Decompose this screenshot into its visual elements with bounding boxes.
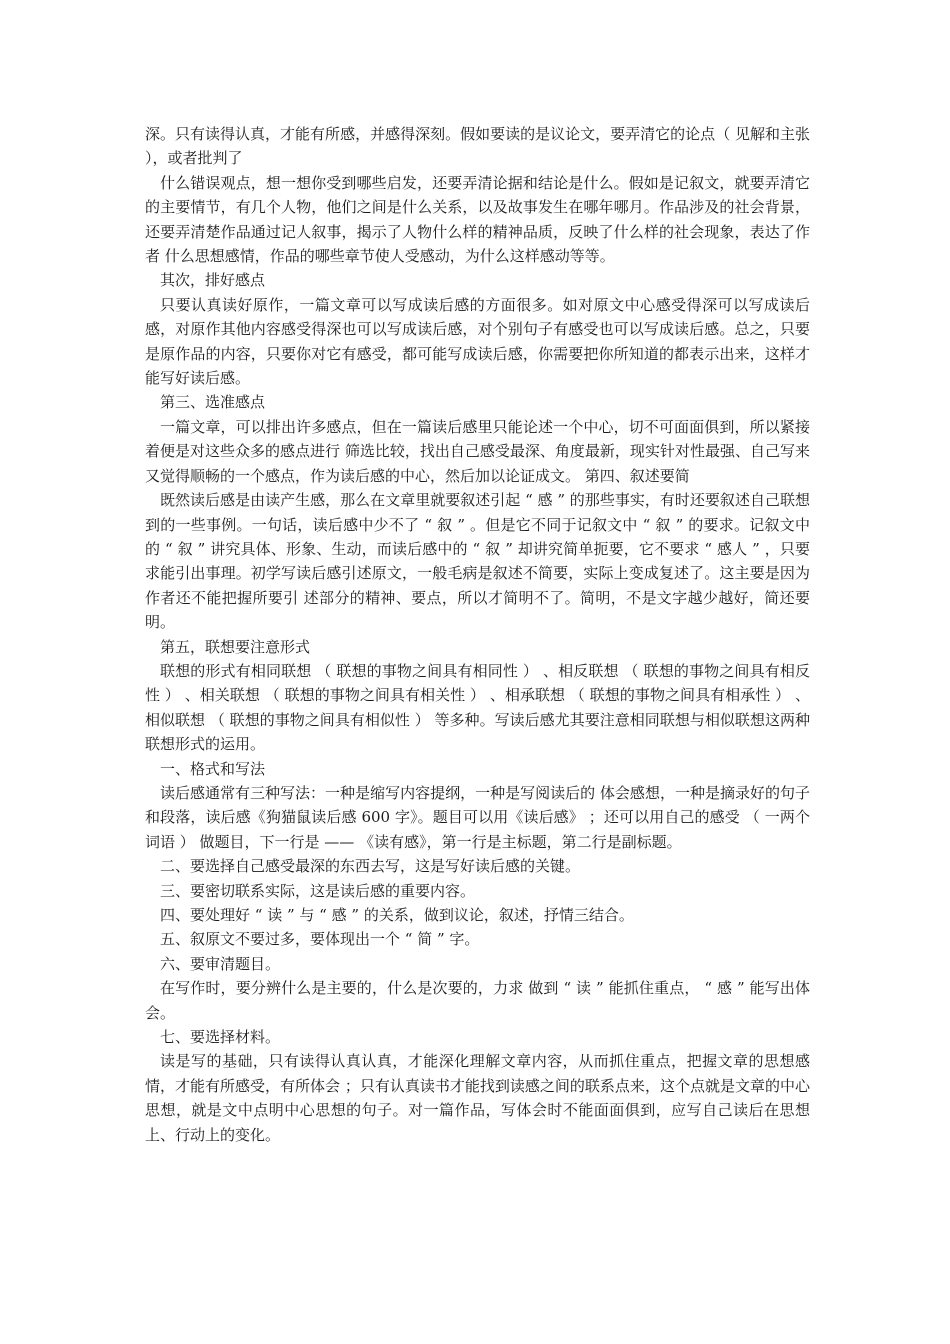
paragraph: 联想的形式有相同联想 （ 联想的事物之间具有相同性 ） 、相反联想 （ 联想的事物之间具有相反性 ） 、相关联想 （ 联想的事物之间具有相关性 ） 、相承联想 （ 联想的事物之间具有相承性 ） 、相似联想 （ 联想的事物之间具有相似性 ） 等多种。写读后感尤其要注意相同联想与相似联想这两种联想形式的运用。 <box>145 661 810 754</box>
paragraph: 读后感通常有三种写法：一种是缩写内容提纲，一种是写阅读后的 体会感想，一种是摘录好的句子和段落，读后感《狗猫鼠读后感 600 字》。题目可以用《读后感》 ；还可以用自己的感受 （ 一两个词语 ） 做题目，下一行是 —— 《读有感》，第一行是主标题，第二行是副标题。 <box>145 783 810 851</box>
paragraph: 深。只有读得认真，才能有所感，并感得深刻。假如要读的是议论文，要弄清它的论点（ 见解和主张 ），或者批判了 <box>145 125 810 168</box>
section-heading: 第五，联想要注意形式 <box>160 637 311 656</box>
paragraph: 只要认真读好原作，一篇文章可以写成读后感的方面很多。如对原文中心感受得深可以写成读后感，对原作其他内容感受得深也可以写成读后感，对个别句子有感受也可以写成读后感。总之，只要是原作品的内容，只要你对它有感受，都可能写成读后感，你需要把你所知道的都表示出来，这样才能写好读后感。 <box>145 295 810 388</box>
list-item: 六、要审清题目。 <box>160 954 281 973</box>
section-heading: 第三、选准感点 <box>160 393 266 412</box>
paragraph: 既然读后感是由读产生感，那么在文章里就要叙述引起 “ 感 ” 的那些事实，有时还要叙述自己联想到的一些事例。一句话，读后感中少不了 “ 叙 ” 。但是它不同于记叙文中 “ 叙 ” 的要求。记叙文中的 “ 叙 ” 讲究具体、形象、生动，而读后感中的 “ 叙 ” 却讲究简单扼要，它不要求 “ 感人 ” ，只要求能引出事理。初学写读后感引述原文，一般毛病是叙述不简要，实际上变成复述了。这主要是因为作者还不能把握所要引 述部分的精神、要点，所以才简明不了。简明，不是文字越少越好，简还要明。 <box>145 491 810 632</box>
paragraph: 什么错误观点，想一想你受到哪些启发，还要弄清论据和结论是什么。假如是记叙文，就要弄清它的主要情节，有几个人物，他们之间是什么关系，以及故事发生在哪年哪月。作品涉及的社会背景，还要弄清楚作品通过记人叙事，揭示了人物什么样的精神品质，反映了什么样的社会现象，表达了作者 什么思想感情，作品的哪些章节使人受感动，为什么这样感动等等。 <box>145 173 810 266</box>
list-item: 七、要选择材料。 <box>160 1028 281 1047</box>
list-item: 二、要选择自己感受最深的东西去写，这是写好读后感的关键。 <box>160 857 581 876</box>
list-item: 三、要密切联系实际，这是读后感的重要内容。 <box>160 881 476 900</box>
list-item: 五、叙原文不要过多，要体现出一个 “ 简 ” 字。 <box>160 930 480 949</box>
paragraph: 读是写的基础，只有读得认真认真，才能深化理解文章内容，从而抓住重点，把握文章的思想感情，才能有所感受，有所体会 ；只有认真读书才能找到读感之间的联系点来，这个点就是文章的中心思想，就是文中点明中心思想的句子。对一篇作品，写体会时不能面面俱到，应写自己读后在思想上、行动上的变化。 <box>145 1052 810 1144</box>
section-heading: 其次，排好感点 <box>160 271 266 290</box>
list-item: 四、要处理好 “ 读 ” 与 “ 感 ” 的关系，做到议论，叙述，抒情三结合。 <box>160 906 634 924</box>
paragraph: 在写作时，要分辨什么是主要的，什么是次要的，力求 做到 “ 读 ” 能抓住重点， “ 感 ” 能写出体会。 <box>145 979 810 1022</box>
document-page <box>145 122 810 1147</box>
paragraph: 一篇文章，可以排出许多感点，但在一篇读后感里只能论述一个中心，切不可面面俱到，所以紧接着便是对这些众多的感点进行 筛选比较，找出自己感受最深、角度最新，现实针对性最强、自己写来又觉得顺畅的一个感点，作为读后感的中心，然后加以论证成文。 第四、叙述要简 <box>145 417 810 485</box>
section-heading: 一、格式和写法 <box>160 759 266 778</box>
